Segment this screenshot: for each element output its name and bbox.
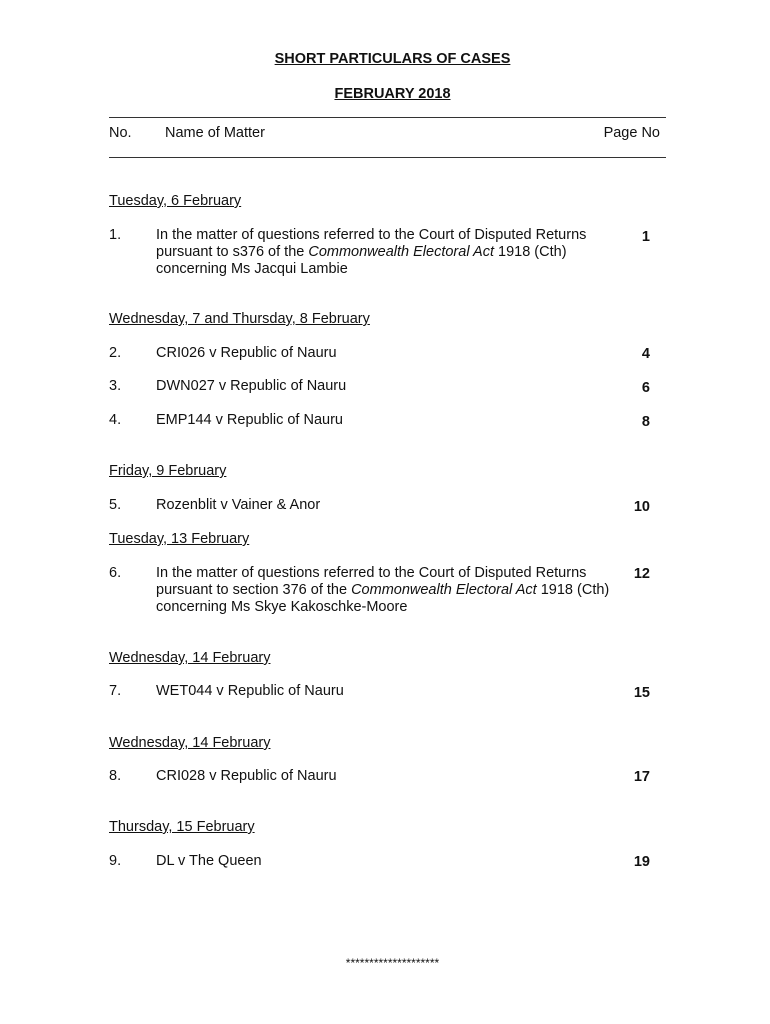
case-page-number: 4 xyxy=(641,346,650,362)
case-number: 8. xyxy=(109,768,122,784)
case-number: 4. xyxy=(109,412,122,428)
case-number: 5. xyxy=(109,497,122,513)
column-header-page: Page No xyxy=(603,125,660,141)
document-subtitle: FEBRUARY 2018 xyxy=(334,86,451,102)
column-header-no: No. xyxy=(109,125,132,141)
end-of-list-marker: ******************** xyxy=(345,956,440,970)
case-number: 2. xyxy=(109,345,122,361)
case-number: 9. xyxy=(109,853,122,869)
case-number: 3. xyxy=(109,378,122,394)
case-matter: Rozenblit v Vainer & Anor xyxy=(156,497,321,513)
case-page-number: 15 xyxy=(633,685,650,701)
section-day-heading: Wednesday, 7 and Thursday, 8 February xyxy=(109,311,370,327)
document-title: SHORT PARTICULARS OF CASES xyxy=(274,51,511,67)
case-matter-text: In the matter of questions referred to the Court of Disputed Returns pursuant to section 376 of the xyxy=(156,565,587,598)
case-page-number: 6 xyxy=(641,380,650,396)
case-number: 7. xyxy=(109,683,122,699)
case-number: 6. xyxy=(109,565,122,581)
section-day-heading: Wednesday, 14 February xyxy=(109,650,271,666)
case-page-number: 10 xyxy=(633,499,650,515)
case-matter: EMP144 v Republic of Nauru xyxy=(156,412,343,428)
section-day-heading: Wednesday, 14 February xyxy=(109,735,271,751)
case-matter-text: In the matter of questions referred to the Court of Disputed Returns pursuant to s376 of the xyxy=(156,227,587,260)
header-top-rule xyxy=(109,117,666,118)
column-header-name: Name of Matter xyxy=(165,125,265,141)
case-matter-text-cont: 1918 (Cth) concerning Ms Jacqui Lambie xyxy=(156,244,567,277)
section-day-heading: Tuesday, 13 February xyxy=(109,531,250,547)
section-day-heading: Tuesday, 6 February xyxy=(109,193,242,209)
case-matter: WET044 v Republic of Nauru xyxy=(156,683,344,699)
header-bottom-rule xyxy=(109,157,666,158)
case-number: 1. xyxy=(109,227,122,243)
case-matter: DL v The Queen xyxy=(156,853,262,869)
case-page-number: 17 xyxy=(633,769,650,785)
case-matter xyxy=(156,227,596,278)
case-matter: CRI026 v Republic of Nauru xyxy=(156,345,337,361)
case-matter: CRI028 v Republic of Nauru xyxy=(156,768,337,784)
case-page-number: 8 xyxy=(641,414,650,430)
case-matter-act: Commonwealth Electoral Act xyxy=(308,244,494,260)
section-day-heading: Thursday, 15 February xyxy=(109,819,255,835)
case-matter-text-cont: 1918 (Cth) concerning Ms Skye Kakoschke-Moore xyxy=(156,582,610,615)
case-page-number: 19 xyxy=(633,854,650,870)
case-page-number: 12 xyxy=(633,566,650,582)
case-matter xyxy=(156,565,616,616)
section-day-heading: Friday, 9 February xyxy=(109,463,227,479)
case-matter-act: Commonwealth Electoral Act xyxy=(351,582,537,598)
case-page-number: 1 xyxy=(641,229,650,245)
case-matter: DWN027 v Republic of Nauru xyxy=(156,378,347,394)
